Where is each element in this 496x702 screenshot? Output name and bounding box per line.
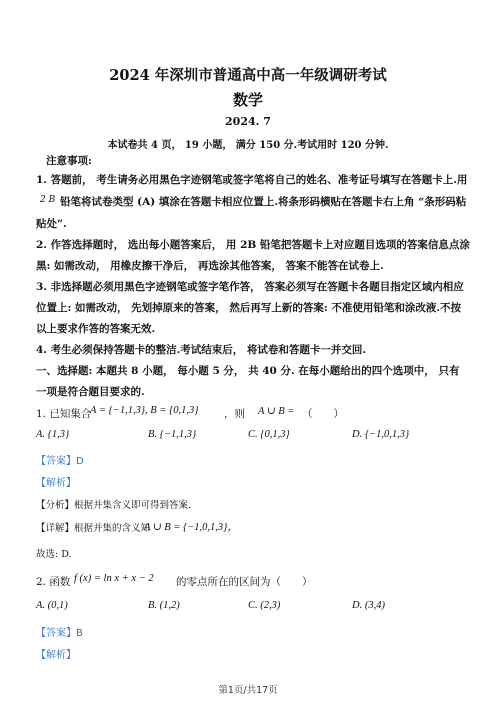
- q1-option-b: B. {−1,1,3}: [148, 429, 197, 440]
- q2-answer: 【答案】B: [36, 628, 83, 639]
- q1-fenxi: 【分析】根据并集含义即可得到答案.: [36, 500, 192, 511]
- q1-option-c: C. {0,1,3}: [248, 429, 290, 440]
- note-1-line-3: 贴处”.: [36, 218, 67, 230]
- q1-xiangjie-expr: A ∪ B = {−1,0,1,3}，: [144, 522, 238, 533]
- q2-option-b: B. (1,2): [148, 600, 180, 611]
- q1-stem-mid: ，则: [224, 408, 245, 420]
- q1-sets: A = {−1,1,3}, B = {0,1,3}: [90, 405, 199, 416]
- note-3-line-3: 以上要求作答的答案无效.: [36, 323, 156, 335]
- q2-stem-prefix: 2. 函数: [36, 576, 71, 588]
- note-2-line-2: 黑: 如需改动， 用橡皮擦干净后， 再选涂其他答案， 答案不能答在试卷上.: [36, 260, 384, 272]
- subject-title: 数学: [232, 91, 263, 109]
- q1-paren: （ ）: [302, 408, 344, 420]
- q1-stem-prefix: 1. 已知集合: [36, 408, 92, 420]
- exam-title: 2024 年深圳市普通高中高一年级调研考试: [109, 67, 387, 84]
- note-1-line-1: 1. 答题前， 考生请务必用黑色字迹钢笔或签字笔将自己的姓名、准考证号填写在答题卡上.用: [36, 174, 468, 186]
- q2-option-a: A. (0,1): [36, 600, 68, 611]
- exam-date: 2024. 7: [225, 115, 271, 128]
- q2-option-c: C. (2,3): [248, 600, 281, 611]
- q1-option-a: A. {1,3}: [36, 429, 70, 440]
- q2-stem-suffix: 的零点所在的区间为（ ）: [176, 576, 313, 588]
- q1-xiangjie-prefix: 【详解】根据并集的含义知: [36, 523, 151, 534]
- section-1-line-1: 一、选择题: 本题共 8 小题， 每小题 5 分， 共 40 分. 在每小题给出的四个选项中， 只有: [36, 365, 460, 377]
- page-number: 第1页/共17页: [218, 685, 278, 696]
- note-2-line-1: 2. 作答选择题时， 选出每小题答案后， 用 2B 铅笔把答题卡上对应题目选项的答案信息点涂: [36, 239, 470, 251]
- q1-answer: 【答案】D: [36, 456, 84, 467]
- q1-analysis-label: 【解析】: [36, 478, 76, 489]
- q1-guxuan: 故选: D.: [36, 549, 72, 560]
- q2-function: f (x) = ln x + x − 2: [74, 573, 154, 584]
- q2-analysis-label: 【解析】: [36, 650, 76, 661]
- q2-option-d: D. (3,4): [352, 600, 385, 611]
- q1-option-d: D. {−1,0,1,3}: [352, 429, 410, 440]
- q1-expr: A ∪ B =: [258, 406, 295, 417]
- note-4: 4. 考生必须保持答题卡的整洁.考试结束后， 将试卷和答题卡一并交回.: [36, 344, 367, 356]
- notes-heading: 注意事项:: [46, 155, 92, 167]
- exam-info: 本试卷共 4 页， 19 小题， 满分 150 分.考试用时 120 分钟.: [107, 140, 389, 151]
- note-3-line-1: 3. 非选择题必须用黑色字迹钢笔或签字笔作答， 答案必须写在答题卡各题目指定区域内相应: [36, 281, 464, 293]
- note-1-line-2: 铅笔将试卷类型 (A) 填涂在答题卡相应位置上.将条形码横贴在答题卡右上角 “条形码粘: [60, 196, 467, 208]
- note-1-2b-prefix: 2 B: [40, 195, 56, 205]
- note-3-line-2: 位置上: 如需改动， 先划掉原来的答案， 然后再写上新的答案: 不准使用铅笔和涂改液.不按: [36, 302, 462, 314]
- section-1-line-2: 一项是符合题目要求的.: [36, 386, 145, 398]
